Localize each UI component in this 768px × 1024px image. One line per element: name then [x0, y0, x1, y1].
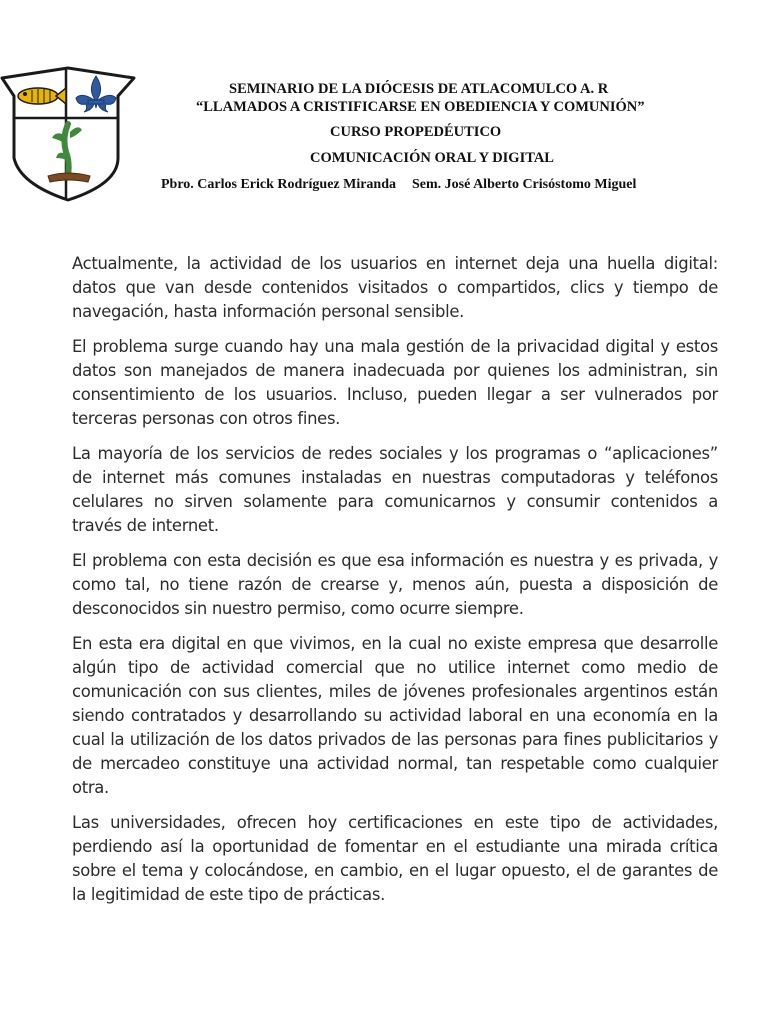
coat-of-arms-logo [0, 66, 140, 204]
body-paragraph-3: La mayoría de los servicios de redes sociales y los programas o “aplicaciones” de internet más comunes instaladas en nuestras computadoras y teléfonos celulares no sirven solamente para comunicarnos y consumir contenidos a través de internet. [72, 444, 718, 535]
body-paragraph-4: El problema con esta decisión es que esa información es nuestra y es privada, y como tal, no tiene razón de crearse y, menos aún, puesta a disposición de desconocidos sin nuestro permiso, como ocurre siempre. [72, 551, 718, 618]
body-paragraph-1: Actualmente, la actividad de los usuarios en internet deja una huella digital: datos que van desde contenidos visitados o compartidos, clics y tiempo de navegación, hasta información personal sensible. [72, 254, 718, 321]
author-2: Sem. José Alberto Crisóstomo Miguel [412, 177, 637, 192]
document-header [140, 80, 768, 194]
body-paragraph-6: Las universidades, ofrecen hoy certificaciones en este tipo de actividades, perdiendo así la oportunidad de fomentar en el estudiante una mirada crítica sobre el tema y colocándose, en cambio, en el lugar opuesto, el de garantes de la legitimidad de este tipo de prácticas. [72, 813, 718, 904]
body-paragraph-5: En esta era digital en que vivimos, en la cual no existe empresa que desarrolle algún tipo de actividad comercial que no utilice internet como medio de comunicación con sus clientes, miles de jóvenes profesionales argentinos están siendo contratados y desarrollando su actividad laboral en una economía en la cual la utilización de los datos privados de las personas para fines publicitarios y de mercadeo constituye una actividad normal, tan respetable como cualquier otra. [72, 634, 718, 797]
author-1: Pbro. Carlos Erick Rodríguez Miranda [161, 177, 397, 192]
seminary-title: SEMINARIO DE LA DIÓCESIS DE ATLACOMULCO A. R [229, 81, 609, 97]
subject-title: COMUNICACIÓN ORAL Y DIGITAL [310, 150, 554, 166]
course-title: CURSO PROPEDÉUTICO [330, 124, 502, 140]
motto-line: “LLAMADOS A CRISTIFICARSE EN OBEDIENCIA Y COMUNIÓN” [196, 99, 645, 115]
body-paragraph-2: El problema surge cuando hay una mala gestión de la privacidad digital y estos datos son manejados de manera inadecuada por quienes los administran, sin consentimiento de los usuarios. Incluso, pueden llegar a ser vulnerados por terceras personas con otros fines. [72, 337, 718, 428]
authors-line [161, 176, 768, 194]
document-body [72, 252, 718, 918]
